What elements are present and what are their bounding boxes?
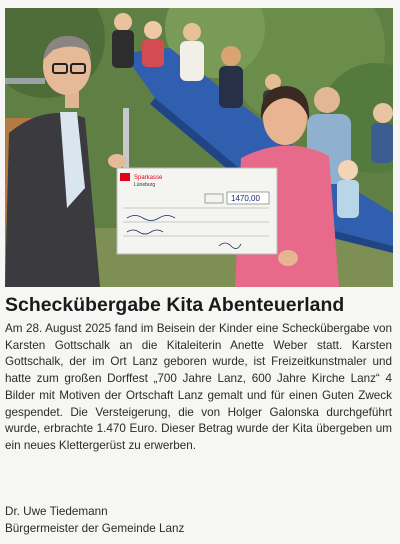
child-body (337, 180, 359, 218)
child-body (142, 39, 164, 67)
photo-scene (5, 8, 393, 287)
article-photo (5, 8, 393, 287)
cheque-bank-city: Lüneburg (134, 182, 156, 188)
child-body (112, 30, 134, 68)
article-headline: Scheckübergabe Kita Abenteuerland (5, 294, 345, 316)
woman-hand (278, 250, 298, 266)
adult-head (314, 87, 340, 113)
child-head (338, 160, 358, 180)
child-body (219, 66, 243, 108)
child-head (373, 103, 393, 123)
child-body (371, 123, 393, 163)
man-jacket (5, 113, 100, 287)
article-body: Am 28. August 2025 fand im Beisein der Kinder eine Scheckübergabe von Karsten Gottschalk an die Kitaleiterin Anette Weber statt. Karsten Gottschalk, der im Ort Lanz geboren wurde, ist Freizeitkunstmaler und hatte zum großen Dorffest „700 Jahre Lanz, 600 Jahre Kirche Lanz“ 4 Bilder mit Motiven der Ortschaft Lanz gemalt und für einen Guten Zweck gespendet. Die Versteigerung, die von Holger Galonska durchgeführt wurde, erbrachte 1.470 Euro. Dieser Betrag wurde der Kita übergeben um ein neues Klettergerüst zu erwerben. (5, 322, 392, 452)
child-head (221, 46, 241, 66)
playground-frame (5, 78, 45, 84)
child-head (183, 23, 201, 41)
sparkasse-logo-icon (120, 173, 130, 181)
man-hand (108, 154, 126, 168)
child-head (144, 21, 162, 39)
article-signature (5, 504, 392, 537)
cheque (117, 168, 277, 254)
child-body (180, 41, 204, 81)
signature-name: Dr. Uwe Tiedemann (5, 505, 108, 518)
child-head (114, 13, 132, 31)
signature-title: Bürgermeister der Gemeinde Lanz (5, 521, 185, 535)
cheque-amount: 1470,00 (231, 194, 260, 203)
cheque-bank-name: Sparkasse (134, 175, 163, 181)
